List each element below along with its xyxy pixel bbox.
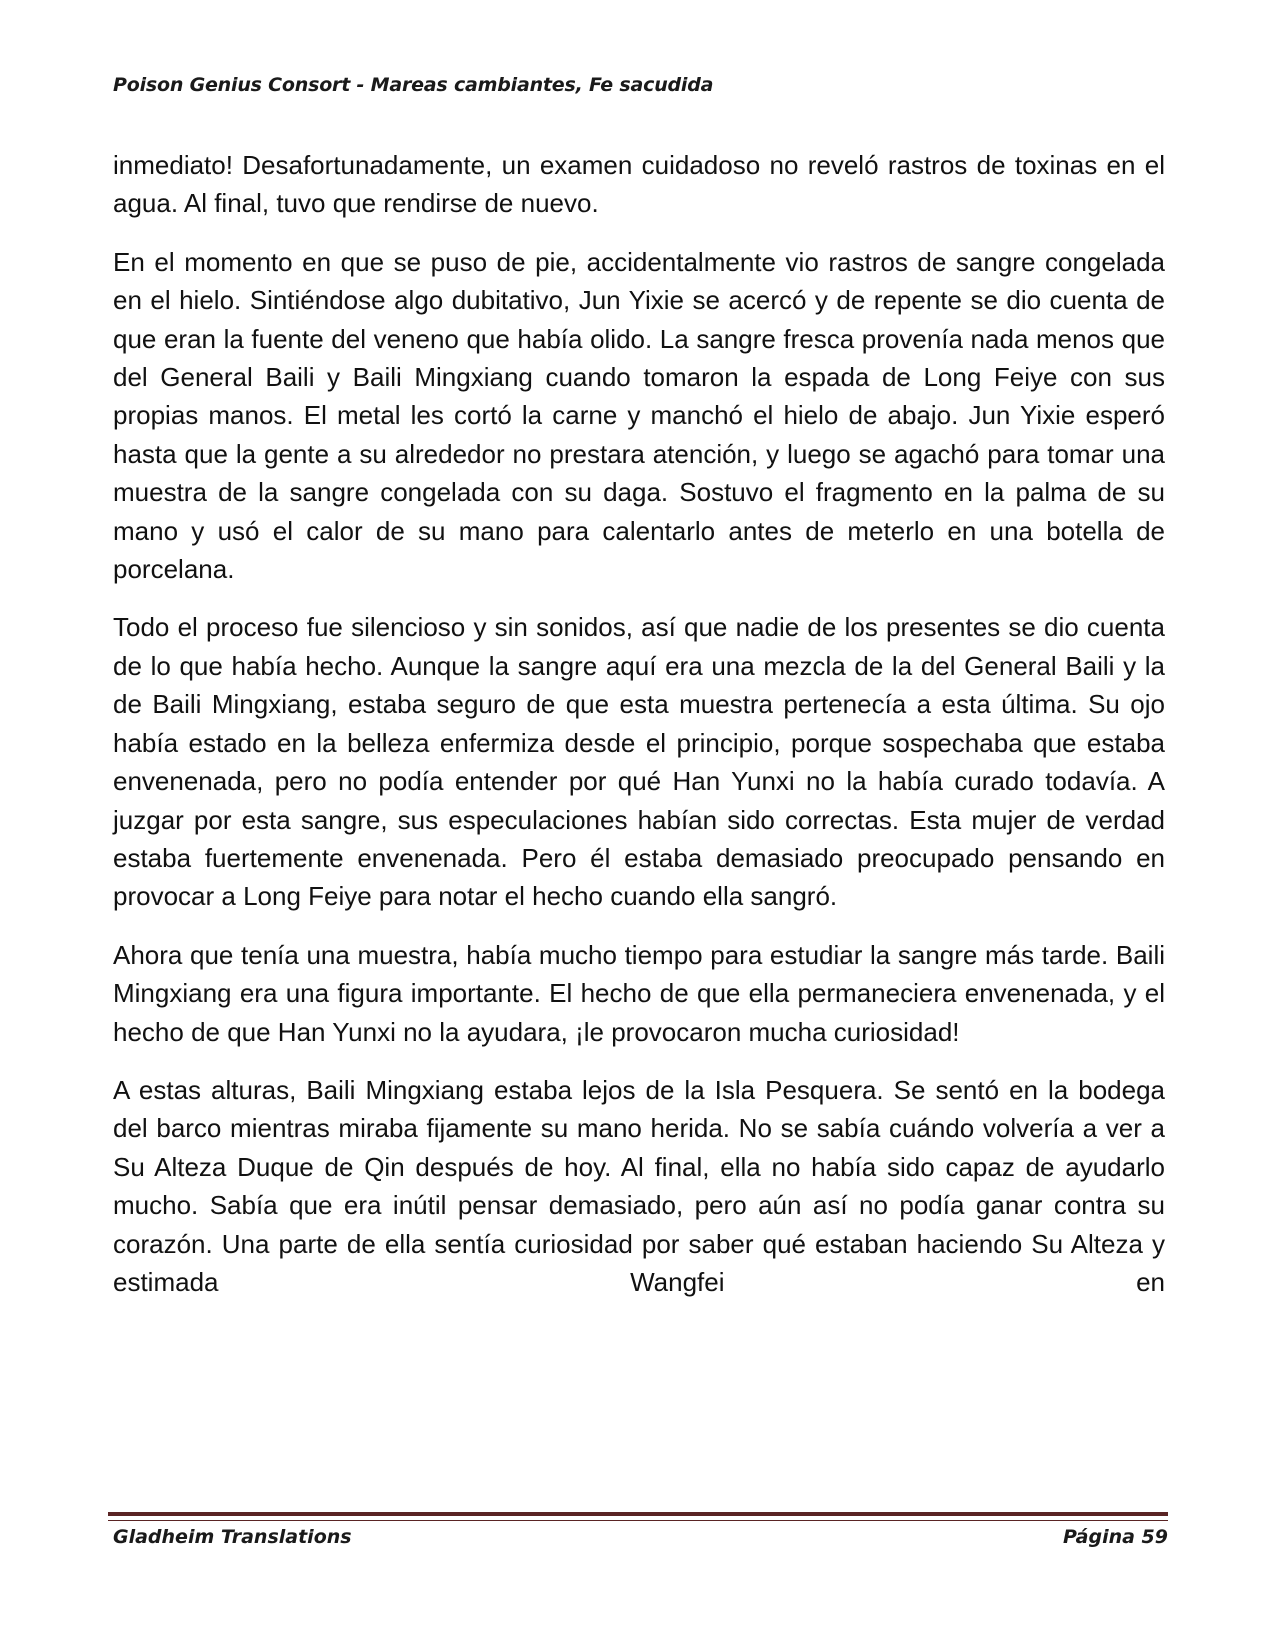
footer-page-number: Página 59 (1062, 1526, 1168, 1548)
paragraph-5: A estas alturas, Baili Mingxiang estaba lejos de la Isla Pesquera. Se sentó en la bodega del barco mientras miraba fijamente su mano herida. No se sabía cuándo volvería a ver a Su Alteza Duque de Qin después de hoy. Al final, ella no había sido capaz de ayudarlo mucho. Sabía que era inútil pensar demasiado, pero aún así no podía ganar contra su corazón. Una parte de ella sentía curiosidad por saber qué estaban haciendo Su Alteza y estimada Wangfei en (113, 1074, 1165, 1297)
footer-rule-thin (108, 1520, 1168, 1521)
footer-rule-thick (108, 1512, 1168, 1516)
paragraph-1: inmediato! Desafortunadamente, un examen cuidadoso no reveló rastros de toxinas en el agua. Al final, tuvo que rendirse de nuevo. (113, 150, 1165, 219)
paragraph-2: En el momento en que se puso de pie, accidentalmente vio rastros de sangre congelada en el hielo. Sintiéndose algo dubitativo, Jun Yixie se acercó y de repente se dio cuenta de que eran la fuente del veneno que había olido. La sangre fresca provenía nada menos que del General Baili y Baili Mingxiang cuando tomaron la espada de Long Feiye con sus propias manos. El metal les cortó la carne y manchó el hielo de abajo. Jun Yixie esperó hasta que la gente a su alrededor no prestara atención, y luego se agachó para tomar una muestra de la sangre congelada con su daga. Sostuvo el fragmento en la palma de su mano y usó el calor de su mano para calentarlo antes de meterlo en una botella de porcelana. (113, 246, 1165, 585)
footer-publisher: Gladheim Translations (113, 1526, 352, 1548)
paragraph-3: Todo el proceso fue silencioso y sin sonidos, así que nadie de los presentes se dio cuenta de lo que había hecho. Aunque la sangre aquí era una mezcla de la del General Baili y la de Baili Mingxiang, estaba seguro de que esta muestra pertenecía a esta última. Su ojo había estado en la belleza enfermiza desde el principio, porque sospechaba que estaba envenenada, pero no podía entender por qué Han Yunxi no la había curado todavía. A juzgar por esta sangre, sus especulaciones habían sido correctas. Esta mujer de verdad estaba fuertemente envenenada. Pero él estaba demasiado preocupado pensando en provocar a Long Feiye para notar el hecho cuando ella sangró. (113, 612, 1165, 912)
paragraph-4: Ahora que tenía una muestra, había mucho tiempo para estudiar la sangre más tarde. Baili Mingxiang era una figura importante. El hecho de que ella permaneciera envenenada, y el hecho de que Han Yunxi no la ayudara, ¡le provocaron mucha curiosidad! (113, 939, 1165, 1047)
page-body (113, 146, 1165, 1321)
page-header-title: Poison Genius Consort - Mareas cambiantes, Fe sacudida (113, 74, 714, 96)
